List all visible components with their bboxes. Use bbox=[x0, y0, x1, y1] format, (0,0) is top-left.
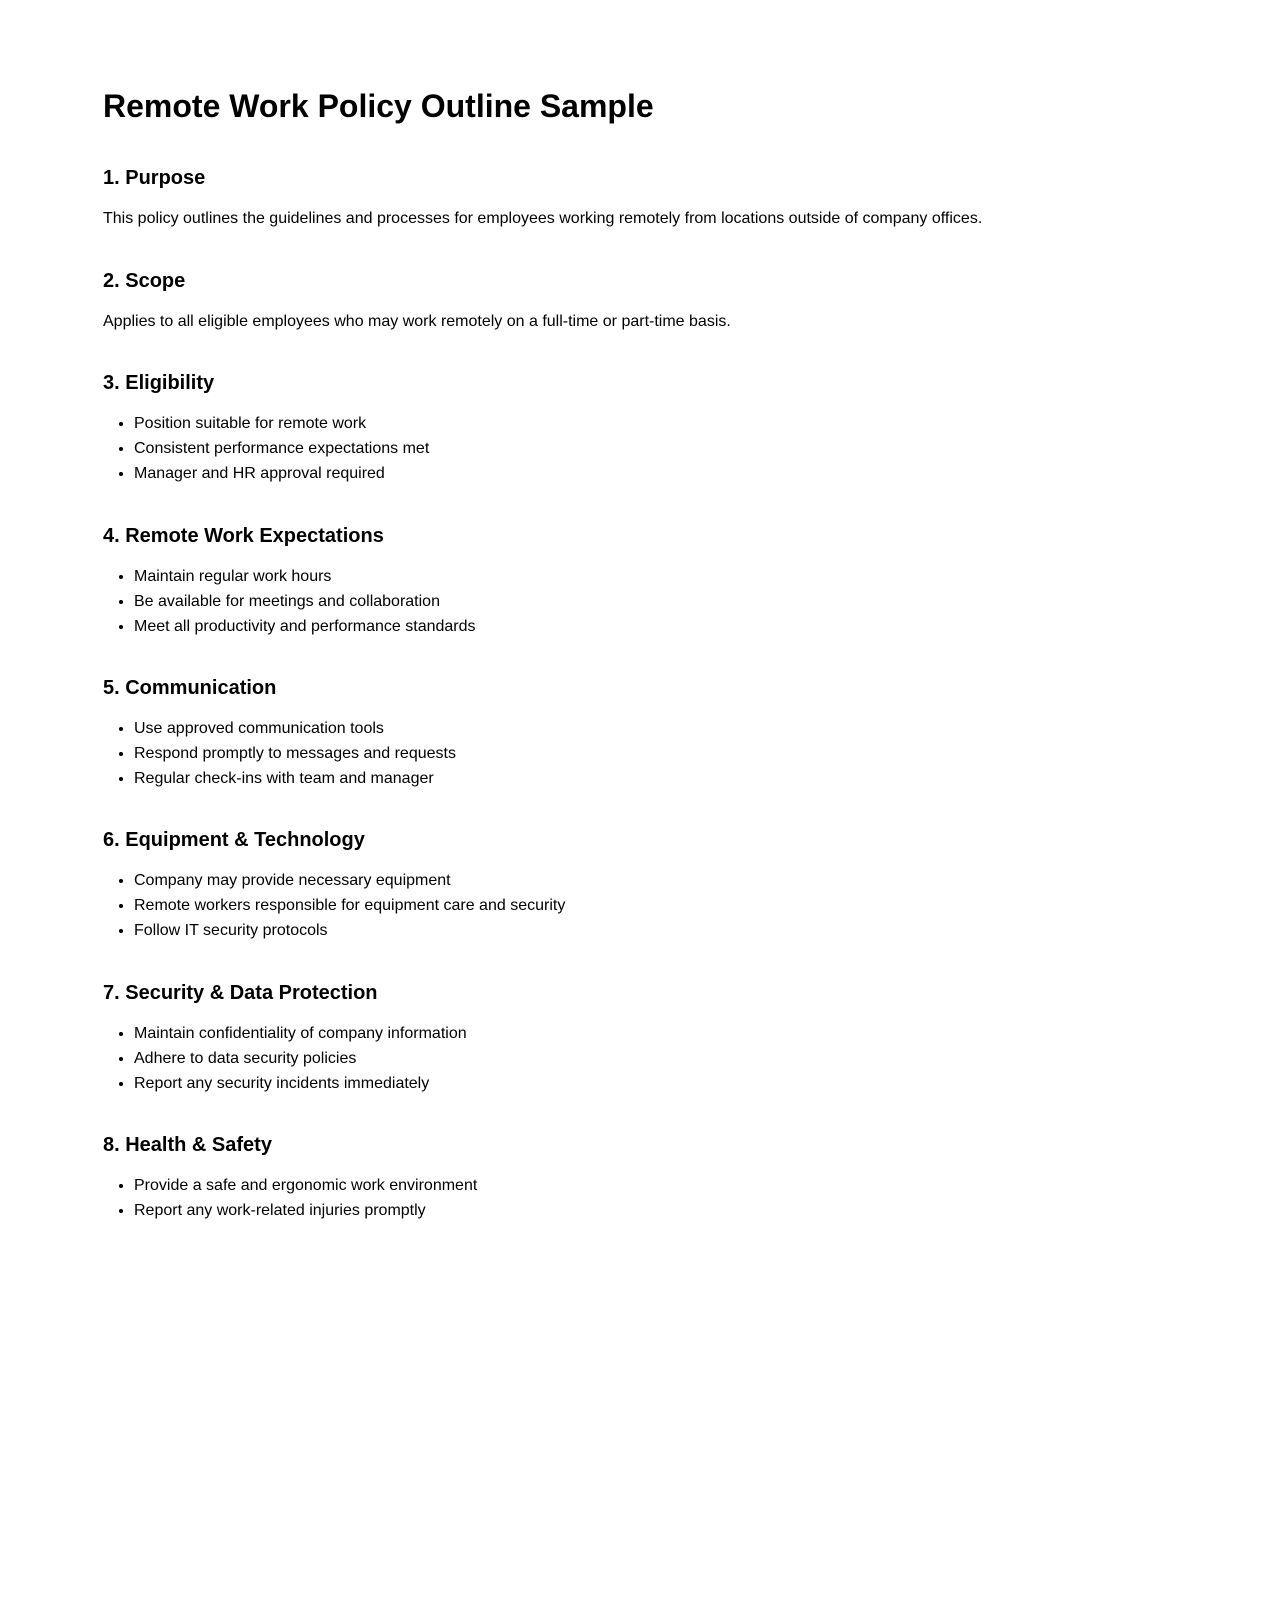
list-item: • Report any security incidents immediately bbox=[134, 1074, 1203, 1093]
bullet-list bbox=[103, 414, 1203, 483]
list-item: • Remote workers responsible for equipment care and security bbox=[134, 896, 1203, 915]
section-heading: 1. Purpose bbox=[103, 167, 206, 189]
bullet-list bbox=[103, 1176, 1203, 1220]
section-text: Applies to all eligible employees who may work remotely on a full-time or part-time basis. bbox=[103, 313, 731, 330]
list-item: • Regular check-ins with team and manager bbox=[134, 769, 1203, 788]
section-text: This policy outlines the guidelines and processes for employees working remotely from locations outside of company offices. bbox=[103, 210, 983, 227]
bullet-list bbox=[103, 871, 1203, 940]
section-expectations bbox=[103, 525, 1203, 642]
section-heading: 3. Eligibility bbox=[103, 372, 215, 394]
section-health-safety bbox=[103, 1134, 1203, 1226]
section-security bbox=[103, 982, 1203, 1099]
section-communication bbox=[103, 677, 1203, 794]
list-item: • Follow IT security protocols bbox=[134, 921, 1203, 940]
list-item: • Maintain confidentiality of company information bbox=[134, 1024, 1203, 1043]
section-heading: 5. Communication bbox=[103, 677, 277, 699]
section-eligibility bbox=[103, 372, 1203, 489]
section-scope bbox=[103, 270, 1203, 331]
section-heading: 7. Security & Data Protection bbox=[103, 982, 378, 1004]
section-heading: 8. Health & Safety bbox=[103, 1134, 272, 1156]
list-item: • Be available for meetings and collaboration bbox=[134, 592, 1203, 611]
list-item: • Maintain regular work hours bbox=[134, 567, 1203, 586]
list-item: • Manager and HR approval required bbox=[134, 464, 1203, 483]
section-heading: 4. Remote Work Expectations bbox=[103, 525, 384, 547]
bullet-list bbox=[103, 719, 1203, 788]
list-item: • Position suitable for remote work bbox=[134, 414, 1203, 433]
section-equipment bbox=[103, 829, 1203, 946]
list-item: • Provide a safe and ergonomic work environment bbox=[134, 1176, 1203, 1195]
section-heading: 6. Equipment & Technology bbox=[103, 829, 365, 851]
page-title: Remote Work Policy Outline Sample bbox=[103, 88, 654, 124]
list-item: • Use approved communication tools bbox=[134, 719, 1203, 738]
bullet-list bbox=[103, 1024, 1203, 1093]
list-item: • Respond promptly to messages and requests bbox=[134, 744, 1203, 763]
section-purpose bbox=[103, 167, 1203, 228]
bullet-list bbox=[103, 567, 1203, 636]
list-item: • Adhere to data security policies bbox=[134, 1049, 1203, 1068]
list-item: • Consistent performance expectations met bbox=[134, 439, 1203, 458]
list-item: • Meet all productivity and performance standards bbox=[134, 617, 1203, 636]
list-item: • Company may provide necessary equipment bbox=[134, 871, 1203, 890]
section-heading: 2. Scope bbox=[103, 270, 186, 292]
list-item: • Report any work-related injuries promptly bbox=[134, 1201, 1203, 1220]
